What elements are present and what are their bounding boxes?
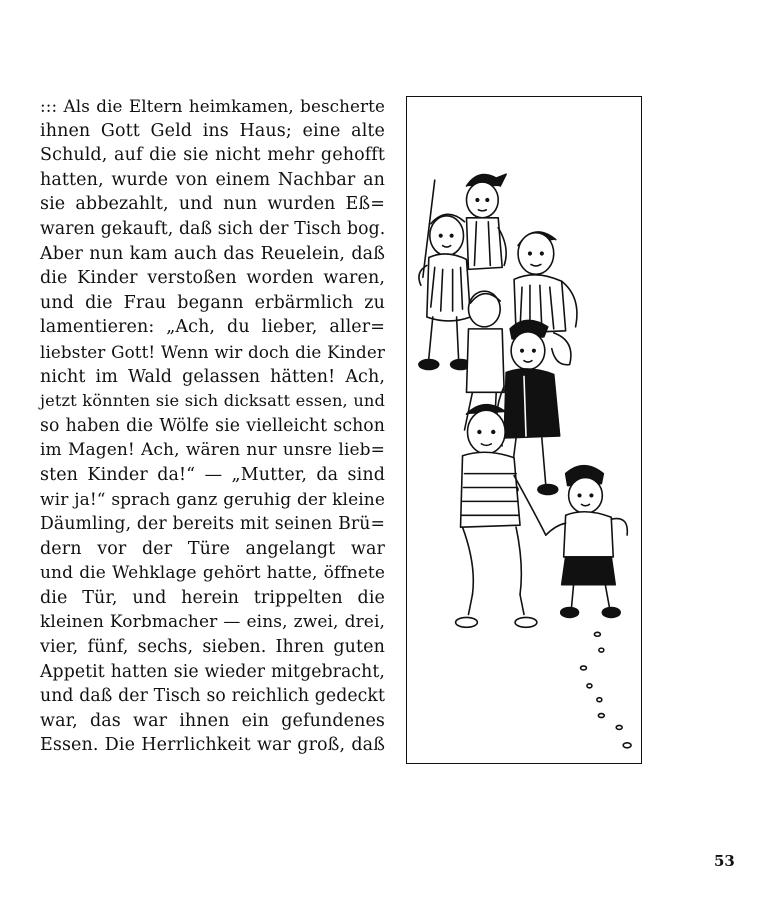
pebble-trail: [581, 632, 632, 748]
boy-1-figure: [419, 214, 471, 369]
text-line: die Tür, und herein trippelten die: [40, 587, 385, 608]
text-line: jetzt könnten sie sich dicksatt essen, und: [40, 391, 385, 411]
text-line: so haben die Wölfe sie vielleicht schon: [40, 415, 385, 436]
illustration-seven-boys: [406, 96, 642, 764]
text-line: Aber nun kam auch das Reuelein, daß: [40, 243, 385, 264]
text-line: im Magen! Ach, wären nur unsre lieb=: [40, 440, 385, 461]
text-line: kleinen Korbmacher — eins, zwei, drei,: [40, 612, 385, 633]
page-number: 53: [714, 852, 735, 870]
text-line: und die Frau begann erbärmlich zu: [40, 292, 385, 313]
text-line: lamentieren: „Ach, du lieber, aller=: [40, 317, 385, 338]
text-line: ihnen Gott Geld ins Haus; eine alte: [40, 120, 385, 141]
body-text: [40, 94, 385, 758]
text-line: vier, fünf, sechs, sieben. Ihren guten: [40, 637, 385, 658]
boy-2-figure: [466, 174, 506, 269]
text-line: war, das war ihnen ein gefundenes: [40, 710, 385, 731]
text-line: waren gekauft, daß sich der Tisch bog.: [40, 218, 386, 239]
text-line: nicht im Wald gelassen hätten! Ach,: [40, 366, 385, 387]
text-line: Schuld, auf die sie nicht mehr gehofft: [40, 145, 385, 166]
text-line: Däumling, der bereits mit seinen Brü=: [40, 514, 385, 535]
text-line: liebster Gott! Wenn wir doch die Kinder: [40, 341, 385, 362]
text-line: sie abbezahlt, und nun wurden Eß=: [40, 194, 385, 215]
text-line: Essen. Die Herrlichkeit war groß, daß: [40, 735, 385, 756]
text-line: und die Wehklage gehört hatte, öffnete: [40, 563, 385, 584]
text-line: hatten, wurde von einem Nachbar an: [40, 169, 385, 190]
text-line: dern vor der Türe angelangt war: [40, 538, 385, 559]
text-line: Appetit hatten sie wieder mitgebracht,: [40, 661, 385, 682]
text-line: und daß der Tisch so reichlich gedeckt: [40, 686, 385, 707]
text-line: wir ja!“ sprach ganz geruhig der kleine: [40, 489, 385, 510]
boy-6-figure: [456, 405, 546, 628]
text-line: sten Kinder da!“ — „Mutter, da sind: [40, 464, 385, 485]
text-line: die Kinder verstoßen worden waren,: [40, 268, 385, 289]
text-line: ::: Als die Eltern heimkamen, bescherte: [40, 96, 385, 116]
